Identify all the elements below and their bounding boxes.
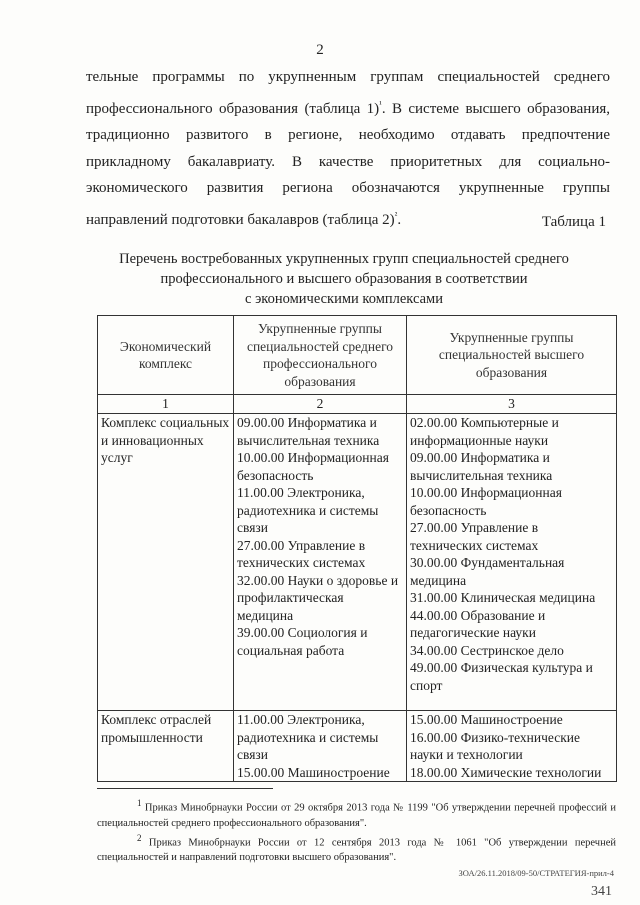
spo-cell — [234, 414, 407, 711]
column-number: 3 — [407, 395, 617, 414]
body-sentence-1: профессионального образования (таблица 1) — [86, 100, 380, 117]
spo-item: 32.00.00 Науки о здоровье и профилактическая медицина — [237, 572, 399, 623]
table-header-row — [98, 316, 617, 395]
spo-item: 39.00.00 Социология и социальная работа — [237, 625, 368, 658]
complex-cell: Комплекс отраслей промышленности — [98, 711, 234, 782]
body-sentence-2: . В системе высшего образования, традиционно развитого в регионе, необходимо отдавать предпочтение прикладному бакалавриату. В качестве приоритетных для социально-экономического развития региона обозначаются укрупненные группы направлений подготовки бакалавров (таблица 2) — [86, 100, 610, 228]
caption-line-3: с экономическими комплексами — [245, 291, 443, 307]
caption-line-2: профессионального и высшего образования в соответствии — [160, 271, 528, 287]
footnote-text: Приказ Минобрнауки России от 12 сентября 2013 года № 1061 "Об утверждении перечней специальностей и направлений подготовки высшего образования". — [97, 837, 616, 863]
footnote-ref-2[interactable]: ² — [394, 209, 398, 220]
spo-cell — [234, 711, 407, 782]
body-text — [86, 64, 610, 233]
body-paragraph — [86, 91, 610, 234]
caption-line-1: Перечень востребованных укрупненных групп специальностей среднего — [119, 251, 569, 267]
table-row — [98, 711, 617, 782]
column-number: 2 — [234, 395, 407, 414]
specialties-table — [97, 315, 617, 782]
header-spo-groups: Укрупненные группы специальностей среднего профессионального образования — [234, 316, 407, 395]
vo-item: 16.00.00 Физико-технические науки и технологии — [410, 729, 580, 762]
footnote-1 — [97, 796, 616, 831]
page-number: 2 — [316, 42, 324, 58]
vo-item: 44.00.00 Образование и педагогические науки — [410, 607, 546, 640]
intro-line: тельные программы по укрупненным группам специальностей среднего — [86, 69, 610, 85]
body-period: . — [397, 211, 402, 228]
header-vo-groups: Укрупненные группы специальностей высшего образования — [407, 316, 617, 395]
vo-cell — [407, 414, 617, 711]
footnote-2 — [97, 831, 616, 866]
table-label: Таблица 1 — [541, 214, 606, 230]
spo-item: 09.00.00 Информатика и вычислительная техника — [237, 415, 380, 448]
vo-cell — [407, 711, 617, 782]
vo-item: 27.00.00 Управление в технических системах — [410, 520, 539, 553]
spo-item: 10.00.00 Информационная безопасность — [237, 450, 389, 483]
complex-cell: Комплекс социальных и инновационных услуг — [98, 414, 234, 711]
vo-item: 31.00.00 Клиническая медицина — [410, 590, 596, 605]
table-caption — [94, 249, 594, 309]
footnote-text: Приказ Минобрнауки России от 29 октября 2013 года № 1199 "Об утверждении перечней профессий и специальностей среднего профессионального образования". — [97, 802, 616, 829]
footnote-ref-1[interactable]: ¹ — [379, 98, 382, 109]
footnotes — [97, 796, 616, 865]
column-number-row — [98, 395, 617, 414]
vo-item: 49.00.00 Физическая культура и спорт — [410, 660, 593, 693]
footnote-mark: 2 — [137, 832, 142, 843]
vo-item: 10.00.00 Информационная безопасность — [410, 485, 562, 518]
spo-item: 11.00.00 Электроника, радиотехника и системы связи — [237, 485, 379, 535]
vo-item: 18.00.00 Химические технологии — [410, 764, 602, 780]
spo-item: 11.00.00 Электроника, радиотехника и системы связи — [237, 712, 379, 762]
vo-item: 02.00.00 Компьютерные и информационные науки — [410, 415, 559, 448]
vo-item: 09.00.00 Информатика и вычислительная техника — [410, 450, 553, 483]
vo-item: 34.00.00 Сестринское дело — [410, 642, 564, 658]
table-row — [98, 414, 617, 711]
document-code: ЗОА/26.11.2018/09-50/СТРАТЕГИЯ-прил-4 — [458, 868, 614, 878]
spo-item: 15.00.00 Машиностроение — [237, 764, 390, 780]
header-economic-complex: Экономический комплекс — [98, 316, 234, 395]
footnote-rule — [97, 788, 273, 789]
column-number: 1 — [98, 395, 234, 414]
sheet-number: 341 — [591, 884, 612, 899]
vo-item: 15.00.00 Машиностроение — [410, 712, 563, 727]
spo-item: 27.00.00 Управление в технических системах — [237, 537, 366, 570]
footnote-mark: 1 — [137, 798, 142, 808]
vo-item: 30.00.00 Фундаментальная медицина — [410, 555, 565, 588]
